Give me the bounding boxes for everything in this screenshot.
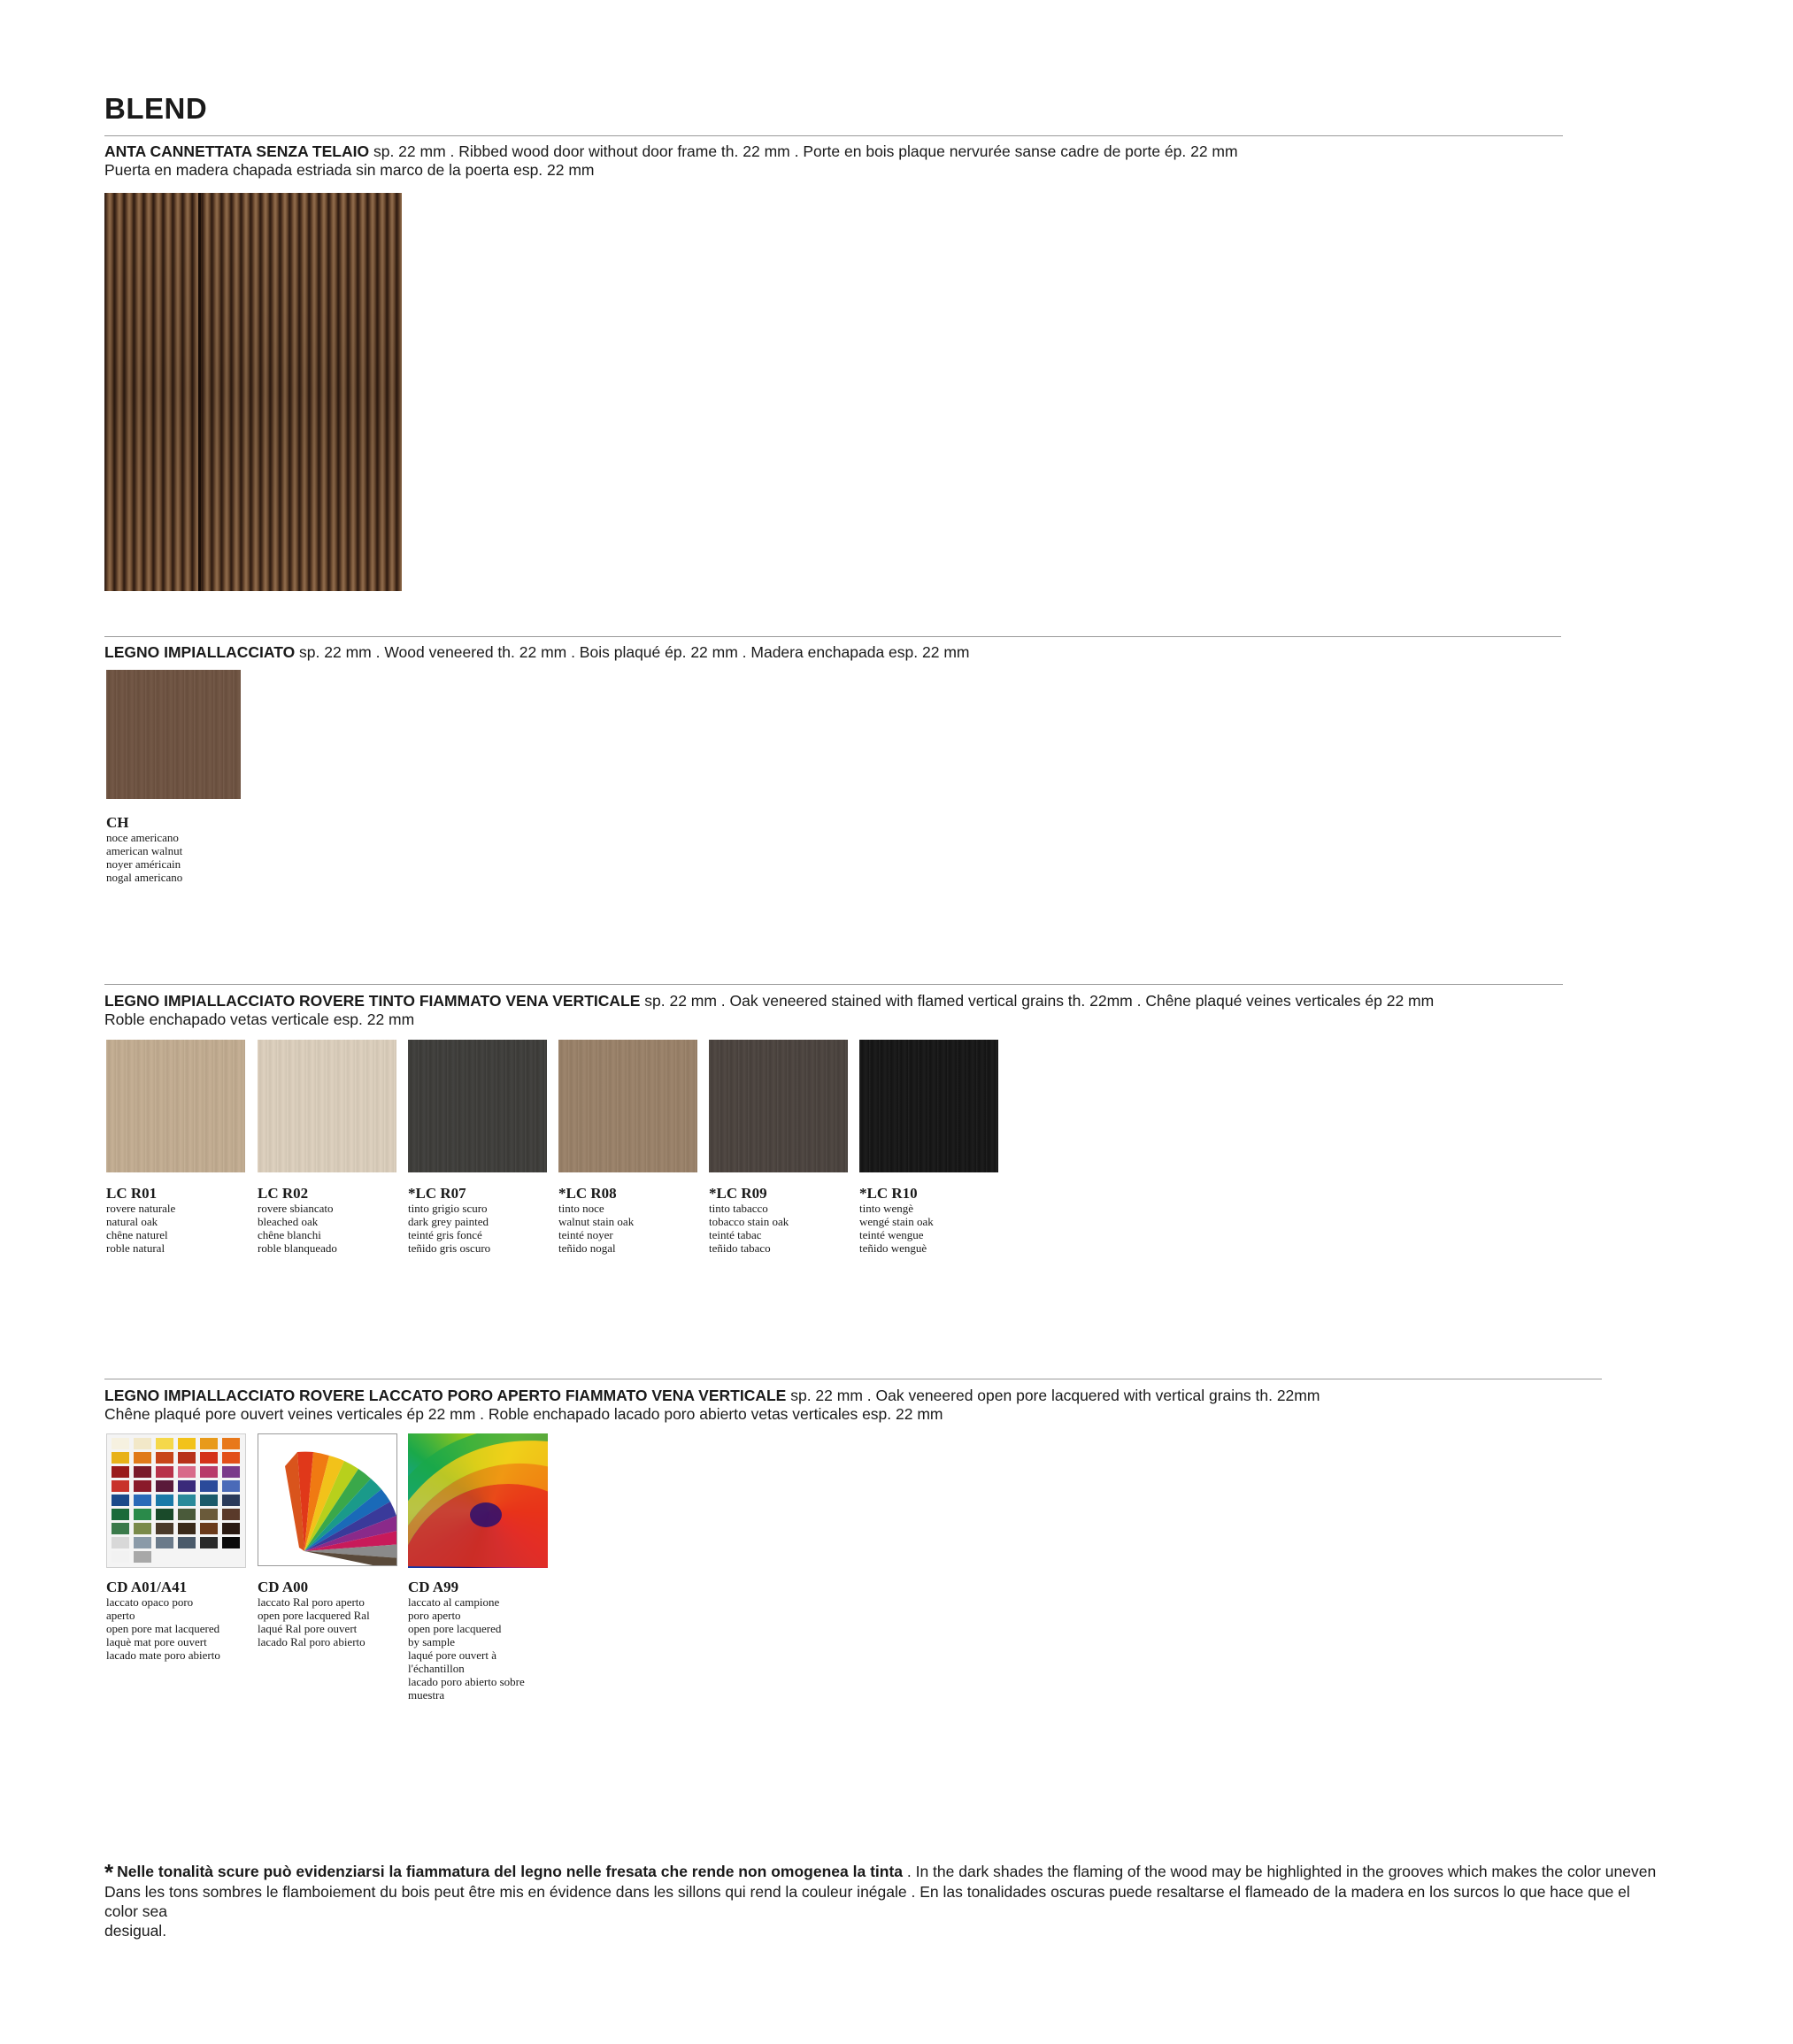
heading-bold: ANTA CANNETTATA SENZA TELAIO — [104, 142, 370, 160]
heading-line2: Puerta en madera chapada estriada sin marco de la poerta esp. 22 mm — [104, 161, 595, 179]
ral-color-chip — [134, 1480, 151, 1492]
swatch-label-lc-r01 — [106, 1186, 175, 1255]
swatch-desc: open pore lacquered Ral — [258, 1609, 370, 1622]
swatch-label-lc-r09 — [709, 1186, 789, 1255]
ral-color-chip — [200, 1537, 218, 1548]
color-fan-graphic — [258, 1434, 396, 1565]
page-title: BLEND — [104, 92, 208, 125]
swatch-lc-r02 — [258, 1040, 396, 1172]
section-heading-stained-oak — [104, 992, 1434, 1029]
ral-color-chip — [112, 1466, 129, 1478]
ral-color-chip — [178, 1523, 196, 1534]
swatch-desc: tinto grigio scuro — [408, 1202, 488, 1215]
footnote-line1 — [104, 1859, 1662, 1886]
ral-color-chip — [178, 1537, 196, 1548]
section-heading-ribbed — [104, 142, 1238, 180]
ral-color-chip — [112, 1480, 129, 1492]
ral-color-chip — [112, 1438, 129, 1449]
ral-color-chip — [178, 1509, 196, 1520]
swatch-lc-r01 — [106, 1040, 245, 1172]
swatch-desc: teinté tabac — [709, 1228, 762, 1241]
swatch-code: *LC R07 — [408, 1185, 466, 1202]
swatch-desc: open pore lacquered — [408, 1622, 502, 1635]
swatch-code: *LC R09 — [709, 1185, 767, 1202]
swirl-graphic — [408, 1433, 548, 1568]
swatch-code: CD A01/A41 — [106, 1579, 188, 1595]
heading-bold: LEGNO IMPIALLACCIATO ROVERE LACCATO PORO APERTO FIAMMATO VENA VERTICALE — [104, 1387, 787, 1404]
swatch-desc: laqué pore ouvert à — [408, 1648, 496, 1662]
ral-color-chip — [200, 1438, 218, 1449]
swatch-desc: laccato al campione — [408, 1595, 500, 1609]
ral-color-chip — [156, 1523, 173, 1534]
heading-line2: Roble enchapado vetas verticale esp. 22 mm — [104, 1010, 415, 1028]
swatch-code: CD A99 — [408, 1579, 459, 1595]
swatch-desc: teñido nogal — [558, 1241, 616, 1255]
ral-color-chip — [178, 1466, 196, 1478]
swatch-desc: laquè mat pore ouvert — [106, 1635, 207, 1648]
swatch-desc: nogal americano — [106, 871, 183, 884]
swatch-lc-r07 — [408, 1040, 547, 1172]
sample-color-swirl-image — [408, 1433, 548, 1568]
swatch-code: *LC R08 — [558, 1185, 617, 1202]
swatch-label-cd-a99 — [408, 1579, 525, 1702]
swatch-label-lc-r08 — [558, 1186, 634, 1255]
ral-color-chip — [134, 1551, 151, 1563]
swatch-desc: chêne blanchi — [258, 1228, 321, 1241]
heading-bold: LEGNO IMPIALLACCIATO — [104, 643, 296, 661]
ral-color-chip — [156, 1509, 173, 1520]
ral-color-chart-image — [106, 1433, 246, 1568]
swatch-label-cd-a00 — [258, 1579, 370, 1648]
ral-color-chip — [222, 1523, 240, 1534]
swatch-label-cd-a01-a41 — [106, 1579, 220, 1662]
swatch-desc: natural oak — [106, 1215, 158, 1228]
swatch-desc: noyer américain — [106, 857, 181, 871]
swatch-desc: rovere naturale — [106, 1202, 176, 1215]
ral-color-chip — [112, 1509, 129, 1520]
panel-seam — [198, 193, 201, 591]
swatch-desc: teñido wenguè — [859, 1241, 927, 1255]
ral-color-chip — [200, 1495, 218, 1506]
ral-color-chip — [222, 1509, 240, 1520]
swatch-desc: roble natural — [106, 1241, 165, 1255]
footnote-line3: desigual. — [104, 1922, 167, 1940]
ral-color-chip — [112, 1551, 129, 1563]
swatch-desc: teinté noyer — [558, 1228, 613, 1241]
heading-line2: Chêne plaqué pore ouvert veines verticales ép 22 mm . Roble enchapado lacado poro abierto vetas verticales esp. 22 mm — [104, 1405, 943, 1423]
swatch-ch-walnut — [106, 670, 241, 799]
swatch-desc: poro aperto — [408, 1609, 461, 1622]
ral-color-chip — [112, 1452, 129, 1464]
section-divider — [104, 636, 1561, 637]
ral-color-chip — [200, 1509, 218, 1520]
swatch-desc: bleached oak — [258, 1215, 319, 1228]
ral-color-chip — [156, 1466, 173, 1478]
swatch-desc: laccato Ral poro aperto — [258, 1595, 365, 1609]
heading-text: sp. 22 mm . Oak veneered open pore lacquered with vertical grains th. 22mm — [786, 1387, 1320, 1404]
ral-color-chip — [200, 1466, 218, 1478]
swatch-desc: lacado poro abierto sobre — [408, 1675, 525, 1688]
swatch-desc: tinto wengè — [859, 1202, 914, 1215]
swatch-desc: teinté wengue — [859, 1228, 924, 1241]
ral-color-chip — [178, 1480, 196, 1492]
ral-color-chip — [134, 1509, 151, 1520]
swatch-desc: lacado mate poro abierto — [106, 1648, 220, 1662]
ribbed-wood-door-image — [104, 193, 402, 591]
swatch-desc: tobacco stain oak — [709, 1215, 789, 1228]
swatch-desc: teñido tabaco — [709, 1241, 771, 1255]
ral-color-chip — [156, 1452, 173, 1464]
heading-text: sp. 22 mm . Oak veneered stained with flamed vertical grains th. 22mm . Chêne plaqué veines verticales ép 22 mm — [640, 992, 1435, 1010]
swatch-desc: tinto noce — [558, 1202, 604, 1215]
ral-color-chip — [178, 1438, 196, 1449]
ral-color-chip — [134, 1495, 151, 1506]
ral-color-chip — [112, 1495, 129, 1506]
heading-bold: LEGNO IMPIALLACCIATO ROVERE TINTO FIAMMATO VENA VERTICALE — [104, 992, 641, 1010]
ral-color-chip — [134, 1466, 151, 1478]
swatch-desc: wengé stain oak — [859, 1215, 934, 1228]
swatch-code: CD A00 — [258, 1579, 309, 1595]
swatch-desc: teinté gris foncé — [408, 1228, 482, 1241]
ral-color-chip — [134, 1438, 151, 1449]
swatch-desc: aperto — [106, 1609, 135, 1622]
swatch-code: *LC R10 — [859, 1185, 918, 1202]
swatch-lc-r08 — [558, 1040, 697, 1172]
heading-text: sp. 22 mm . Wood veneered th. 22 mm . Bois plaqué ép. 22 mm . Madera enchapada esp. 22 mm — [295, 643, 970, 661]
ral-color-fan-image — [258, 1433, 397, 1566]
swatch-label-lc-r07 — [408, 1186, 490, 1255]
swatch-desc: laqué Ral pore ouvert — [258, 1622, 358, 1635]
footnote-line2: Dans les tons sombres le flamboiement du bois peut être mis en évidence dans les sillons qui rend la couleur inégale . En las tonalidades oscuras puede resaltarse el flameado de la madera en los surcos lo que hace que el color sea — [104, 1883, 1630, 1920]
swatch-desc: walnut stain oak — [558, 1215, 635, 1228]
ral-color-chip — [200, 1452, 218, 1464]
heading-text: sp. 22 mm . Ribbed wood door without door frame th. 22 mm . Porte en bois plaque nervurée sanse cadre de porte ép. 22 mm — [369, 142, 1238, 160]
ral-color-chip — [134, 1452, 151, 1464]
section-heading-lacquered-oak — [104, 1387, 1320, 1424]
swatch-desc: tinto tabacco — [709, 1202, 768, 1215]
ral-color-chip — [156, 1480, 173, 1492]
swatch-desc: muestra — [408, 1688, 445, 1702]
swatch-code: LC R02 — [258, 1185, 309, 1202]
ral-color-chip — [222, 1480, 240, 1492]
swatch-desc: rovere sbiancato — [258, 1202, 334, 1215]
swatch-desc: teñido gris oscuro — [408, 1241, 491, 1255]
ral-color-chip — [200, 1480, 218, 1492]
ral-color-chip — [134, 1523, 151, 1534]
footnote-bold: Nelle tonalità scure può evidenziarsi la fiammatura del legno nelle fresata che rende non omogenea la tinta — [117, 1863, 904, 1880]
swatch-lc-r10 — [859, 1040, 998, 1172]
section-divider — [104, 135, 1563, 136]
section-divider — [104, 984, 1563, 985]
ral-color-chip — [178, 1452, 196, 1464]
swatch-desc: l'échantillon — [408, 1662, 465, 1675]
swatch-label-lc-r10 — [859, 1186, 934, 1255]
swatch-code: CH — [106, 814, 129, 831]
swatch-desc: open pore mat lacquered — [106, 1622, 220, 1635]
footnote — [104, 1859, 1662, 1940]
ral-color-chip — [156, 1495, 173, 1506]
footnote-text: . In the dark shades the flaming of the wood may be highlighted in the grooves which makes the color uneven — [903, 1863, 1657, 1880]
swatch-desc: dark grey painted — [408, 1215, 489, 1228]
ral-color-chip — [156, 1438, 173, 1449]
ral-color-chip — [134, 1537, 151, 1548]
ral-color-chip — [112, 1523, 129, 1534]
ral-color-chip — [178, 1495, 196, 1506]
asterisk-mark: * — [104, 1859, 114, 1886]
swatch-desc: by sample — [408, 1635, 456, 1648]
swatch-desc: laccato opaco poro — [106, 1595, 194, 1609]
ral-color-chip — [222, 1537, 240, 1548]
section-heading-veneered — [104, 643, 969, 662]
ral-color-chip — [112, 1537, 129, 1548]
ral-color-chip — [222, 1452, 240, 1464]
swatch-desc: roble blanqueado — [258, 1241, 337, 1255]
ral-color-chip — [222, 1438, 240, 1449]
ral-color-chip — [200, 1523, 218, 1534]
swatch-label-lc-r02 — [258, 1186, 337, 1255]
swatch-desc: noce americano — [106, 831, 179, 844]
swatch-desc: chêne naturel — [106, 1228, 168, 1241]
ral-color-chip — [156, 1537, 173, 1548]
swatch-desc: lacado Ral poro abierto — [258, 1635, 366, 1648]
swatch-lc-r09 — [709, 1040, 848, 1172]
ral-color-chip — [222, 1495, 240, 1506]
swatch-code: LC R01 — [106, 1185, 158, 1202]
ral-color-chip — [222, 1466, 240, 1478]
swatch-desc: american walnut — [106, 844, 183, 857]
swatch-label-ch — [106, 815, 182, 884]
